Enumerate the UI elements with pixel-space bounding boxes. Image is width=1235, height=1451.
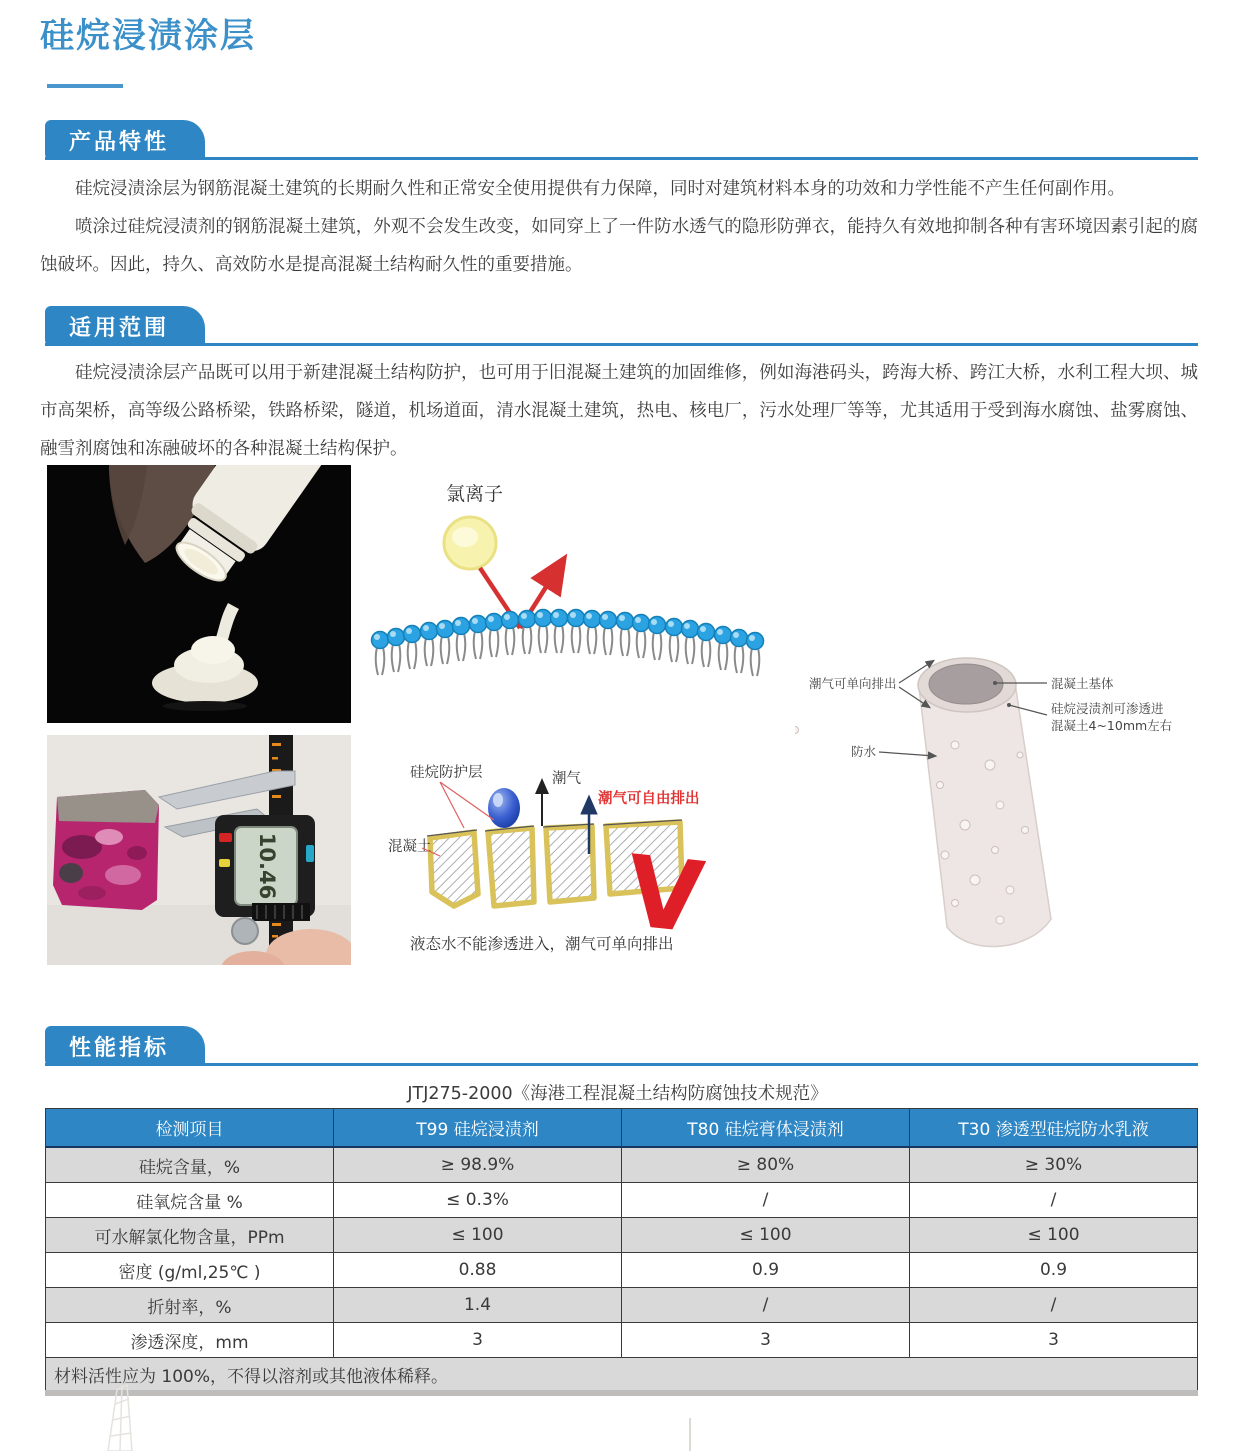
scope-paragraphs — [40, 354, 1198, 468]
moisture-free-out-label: 潮气可自由排出 — [598, 791, 700, 807]
row-value: 3 — [334, 1323, 622, 1358]
performance-table — [45, 1108, 1198, 1396]
row-value: 0.9 — [910, 1253, 1198, 1288]
row-value: / — [622, 1288, 910, 1323]
row-label: 密度 (g/ml,25℃ ) — [46, 1253, 334, 1288]
scope-para: 硅烷浸渍涂层产品既可以用于新建混凝土结构防护，也可用于旧混凝土建筑的加固维修，例如海港码头，跨海大桥、跨江大桥，水利工程大坝、城市高架桥，高等级公路桥梁，铁路桥梁，隧道，机场道面，清水混凝土建筑，热电、核电厂，污水处理厂等等，尤其适用于受到海水腐蚀、盐雾腐蚀、融雪剂腐蚀和冻融破坏的各种混凝土结构保护。 — [40, 363, 1198, 459]
caliper-photo-image — [47, 735, 351, 965]
row-value: ≤ 100 — [910, 1218, 1198, 1253]
row-value: 3 — [622, 1323, 910, 1358]
watermark-line — [689, 1418, 691, 1451]
tower-watermark — [95, 1382, 155, 1451]
pour-photo-image — [47, 465, 351, 723]
section-rule — [45, 157, 1198, 161]
table-row — [46, 1218, 1198, 1253]
table-row — [46, 1323, 1198, 1358]
table-footnote-row — [46, 1358, 1198, 1394]
row-value: / — [622, 1183, 910, 1218]
row-value: 1.4 — [334, 1288, 622, 1323]
row-value: ≤ 100 — [622, 1218, 910, 1253]
features-para-1: 硅烷浸渍涂层为钢筋混凝土建筑的长期耐久性和正常安全使用提供有力保障，同时对建筑材料本身的功效和力学性能不产生任何副作用。 — [75, 179, 1125, 199]
column-header: T30 渗透型硅烷防水乳液 — [910, 1109, 1198, 1148]
table-row — [46, 1288, 1198, 1323]
row-value: 0.9 — [622, 1253, 910, 1288]
page-title: 硅烷浸渍涂层 — [40, 16, 256, 56]
row-label: 硅氧烷含量 % — [46, 1183, 334, 1218]
chloride-diagram — [368, 468, 768, 706]
pour-photo — [47, 465, 351, 723]
row-label: 渗透深度，mm — [46, 1323, 334, 1358]
caliper-display-value: 10.46 — [255, 832, 279, 900]
table-footnote: 材料活性应为 100%，不得以溶剂或其他液体稀释。 — [46, 1358, 1198, 1394]
row-value: / — [910, 1288, 1198, 1323]
column-header: T80 硅烷膏体浸渍剂 — [622, 1109, 910, 1148]
row-value: ≤ 100 — [334, 1218, 622, 1253]
cylinder-penetration-label-2: 混凝土4~10mm左右 — [1051, 718, 1173, 733]
performance-table-body — [46, 1147, 1198, 1358]
row-label: 折射率，% — [46, 1288, 334, 1323]
table-row — [46, 1183, 1198, 1218]
features-paragraphs — [40, 170, 1198, 284]
column-header: T99 硅烷浸渍剂 — [334, 1109, 622, 1148]
tower-watermark-image — [95, 1382, 155, 1451]
section-heading-scope: 适用范围 — [45, 306, 205, 346]
row-label: 硅烷含量，% — [46, 1147, 334, 1183]
table-row — [46, 1147, 1198, 1183]
row-value: ≤ 0.3% — [334, 1183, 622, 1218]
section-heading-performance: 性能指标 — [45, 1026, 205, 1066]
row-value: ≥ 30% — [910, 1147, 1198, 1183]
chloride-ion-label: 氯离子 — [446, 483, 504, 505]
caliper-photo — [47, 735, 351, 965]
moisture-diagram — [382, 756, 717, 961]
row-label: 可水解氯化物含量，PPm — [46, 1218, 334, 1253]
moisture-layer-label: 硅烷防护层 — [410, 765, 483, 781]
row-value: 0.88 — [334, 1253, 622, 1288]
cylinder-penetration-label-1: 硅烷浸渍剂可渗透进 — [1051, 701, 1164, 716]
cylinder-waterproof-label: 防水 — [851, 744, 877, 759]
column-header: 检测项目 — [46, 1109, 334, 1148]
row-value: ≥ 98.9% — [334, 1147, 622, 1183]
features-para-2: 喷涂过硅烷浸渍剂的钢筋混凝土建筑，外观不会发生改变，如同穿上了一件防水透气的隐形防弹衣，能持久有效地抑制各种有害环境因素引起的腐蚀破坏。因此，持久、高效防水是提高混凝土结构耐久性的重要措施。 — [40, 217, 1198, 275]
cylinder-moisture-label: 潮气可单向排出 — [809, 676, 897, 691]
row-value: ≥ 80% — [622, 1147, 910, 1183]
section-rule — [45, 343, 1198, 347]
red-check-mark: V — [621, 834, 709, 957]
cylinder-diagram-image — [795, 635, 1235, 960]
moisture-caption: 液态水不能渗透进入，潮气可单向排出 — [410, 935, 674, 953]
section-heading-features: 产品特性 — [45, 120, 205, 160]
row-value: / — [910, 1183, 1198, 1218]
moisture-vapor-label: 潮气 — [552, 771, 581, 787]
moisture-concrete-label: 混凝土 — [388, 839, 432, 855]
performance-table-head-row — [46, 1109, 1198, 1148]
table-row — [46, 1253, 1198, 1288]
moisture-diagram-image — [382, 756, 717, 961]
section-rule — [45, 1063, 1198, 1067]
cylinder-diagram — [795, 635, 1235, 960]
cylinder-matrix-label: 混凝土基体 — [1051, 676, 1114, 691]
chloride-diagram-image — [368, 468, 768, 706]
standard-caption: JTJ275-2000《海港工程混凝土结构防腐蚀技术规范》 — [407, 1084, 828, 1104]
row-value: 3 — [910, 1323, 1198, 1358]
title-underline — [47, 84, 123, 88]
